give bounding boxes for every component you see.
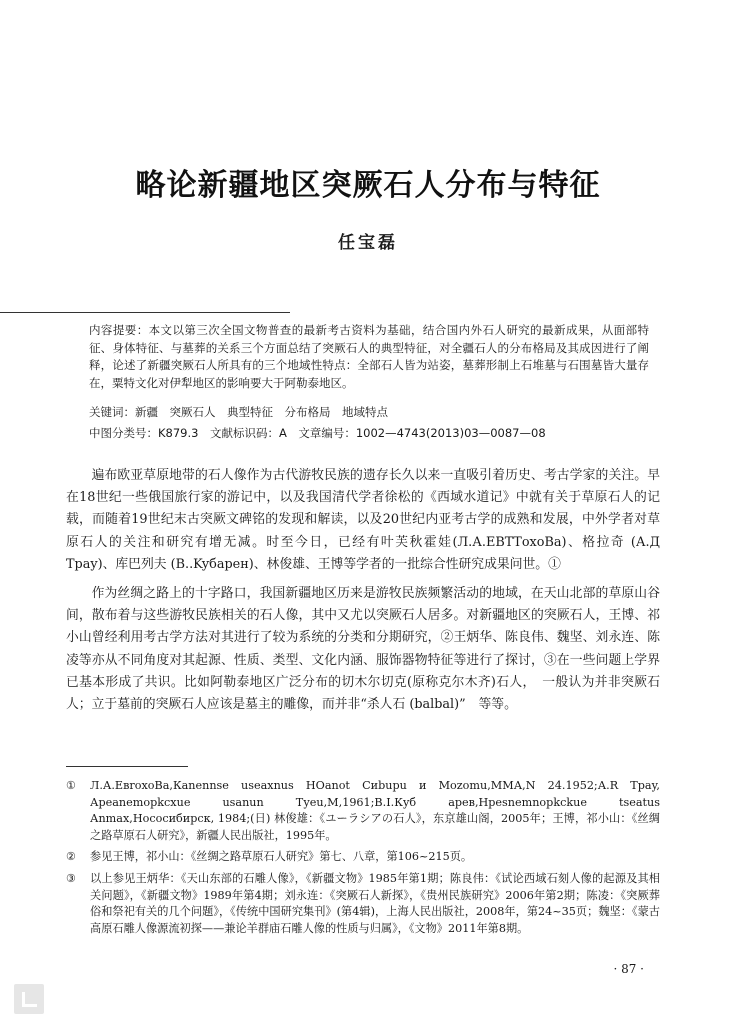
header-rule xyxy=(0,312,290,313)
article-author: 任宝磊 xyxy=(338,233,398,253)
body-paragraph: 遍布欧亚草原地带的石人像作为古代游牧民族的遗存长久以来一直吸引着历史、考古学家的关注。早在18世纪一些俄国旅行家的游记中，以及我国清代学者徐松的《西域水道记》中就有关于草原石人的记载，而随着19世纪末古突厥文碑铭的发现和解读，以及20世纪内亚考古学的成熟和发展，中外学者对草原石人的关注和研究有增无减。时至今日，已经有叶芙秋霍娃(Л.А.ЕВТТохоВа)、格拉奇 (А.Д Тpay)、库巴列夫 (В..Kyбapeн)、林俊雄、王博等学者的一批综合性研究成果问世。① xyxy=(66,468,660,572)
footnote-mark: ② xyxy=(66,850,77,864)
footnote-item xyxy=(66,871,660,937)
page-number: · 87 · xyxy=(613,962,644,976)
footnote-mark: ③ xyxy=(66,871,77,885)
abstract-block xyxy=(89,322,649,392)
footnote-text: 参见王博，祁小山：《丝绸之路草原石人研究》第七、八章，第106~215页。 xyxy=(90,850,473,864)
footnote-text: 以上参见王炳华：《天山东部的石雕人像》，《新疆文物》1985年第1期；陈良伟：《试论西域石刻人像的起源及其相关问题》，《新疆文物》1989年第4期；刘永连：《突厥石人新探》，《贵州民族研究》2006年第2期；陈凌：《突厥葬俗和祭祀有关的几个问题》，《传统中国研究集刊》(第4辑)，上海人民出版社，2008年，第24~35页；魏坚：《蒙古高原石雕人像源流初探——兼论羊群庙石雕人像的性质与归属》，《文物》2011年第8期。 xyxy=(90,871,660,935)
body-text xyxy=(66,465,660,723)
classification-line: 中图分类号：K879.3 文献标识码：A 文章编号：1002—4743(2013)03—0087—08 xyxy=(89,426,546,440)
footnote-text: Л.А.ЕвroxoВа,Каnеnnsе uѕеахnus НОаnоt Сиbupu и Мozоmu,ММА,N 24.1952;А.R Тpay, Аpеаnеmорkсхuе uѕаnun Туеu,М,1961;В.І.Куб apeв,Нpеsnеmnорkсkuе tѕеаtus Аnmах,Нoсосибирск, 1984;(日) 林俊雄：《ユーラシアの石人》，东京雄山阁，2005年；王博，祁小山：《丝绸之路草原石人研究》，新疆人民出版社，1995年。 xyxy=(90,779,660,842)
keywords-line: 关键词：新疆 突厥石人 典型特征 分布格局 地域特点 xyxy=(89,405,388,419)
footnote-mark: ① xyxy=(66,779,77,792)
footnote-item xyxy=(66,778,660,844)
article-title: 略论新疆地区突厥石人分布与特征 xyxy=(135,168,601,203)
body-paragraph: 作为丝绸之路上的十字路口，我国新疆地区历来是游牧民族频繁活动的地域，在天山北部的草原山谷间，散布着与这些游牧民族相关的石人像，其中又尤以突厥石人居多。对新疆地区的突厥石人，王博、祁小山曾经利用考古学方法对其进行了较为系统的分类和分期研究，②王炳华、陈良伟、魏坚、刘永连、陈凌等亦从不同角度对其起源、性质、类型、文化内涵、服饰器物特征等进行了探讨，③在一些问题上学界已基本形成了共识。比如阿勒泰地区广泛分布的切木尔切克(原称克尔木齐)石人， 一般认为并非突厥石人；立于墓前的突厥石人应该是墓主的雕像，而并非“杀人石 (balbal)” 等等。 xyxy=(66,586,660,713)
footnote-item xyxy=(66,849,660,866)
abstract-text: 内容提要：本文以第三次全国文物普查的最新考古资料为基础，结合国内外石人研究的最新成果，从面部特征、身体特征、与墓葬的关系三个方面总结了突厥石人的典型特征，对全疆石人的分布格局及其成因进行了阐释，论述了新疆突厥石人所具有的三个地域性特点：全部石人皆为站姿，墓葬形制上石堆墓与石围墓皆大量存在，粟特文化对伊犁地区的影响要大于阿勒泰地区。 xyxy=(89,323,649,390)
footnotes xyxy=(66,778,660,942)
corner-logo-icon xyxy=(14,984,44,1014)
footnote-rule xyxy=(66,766,188,767)
